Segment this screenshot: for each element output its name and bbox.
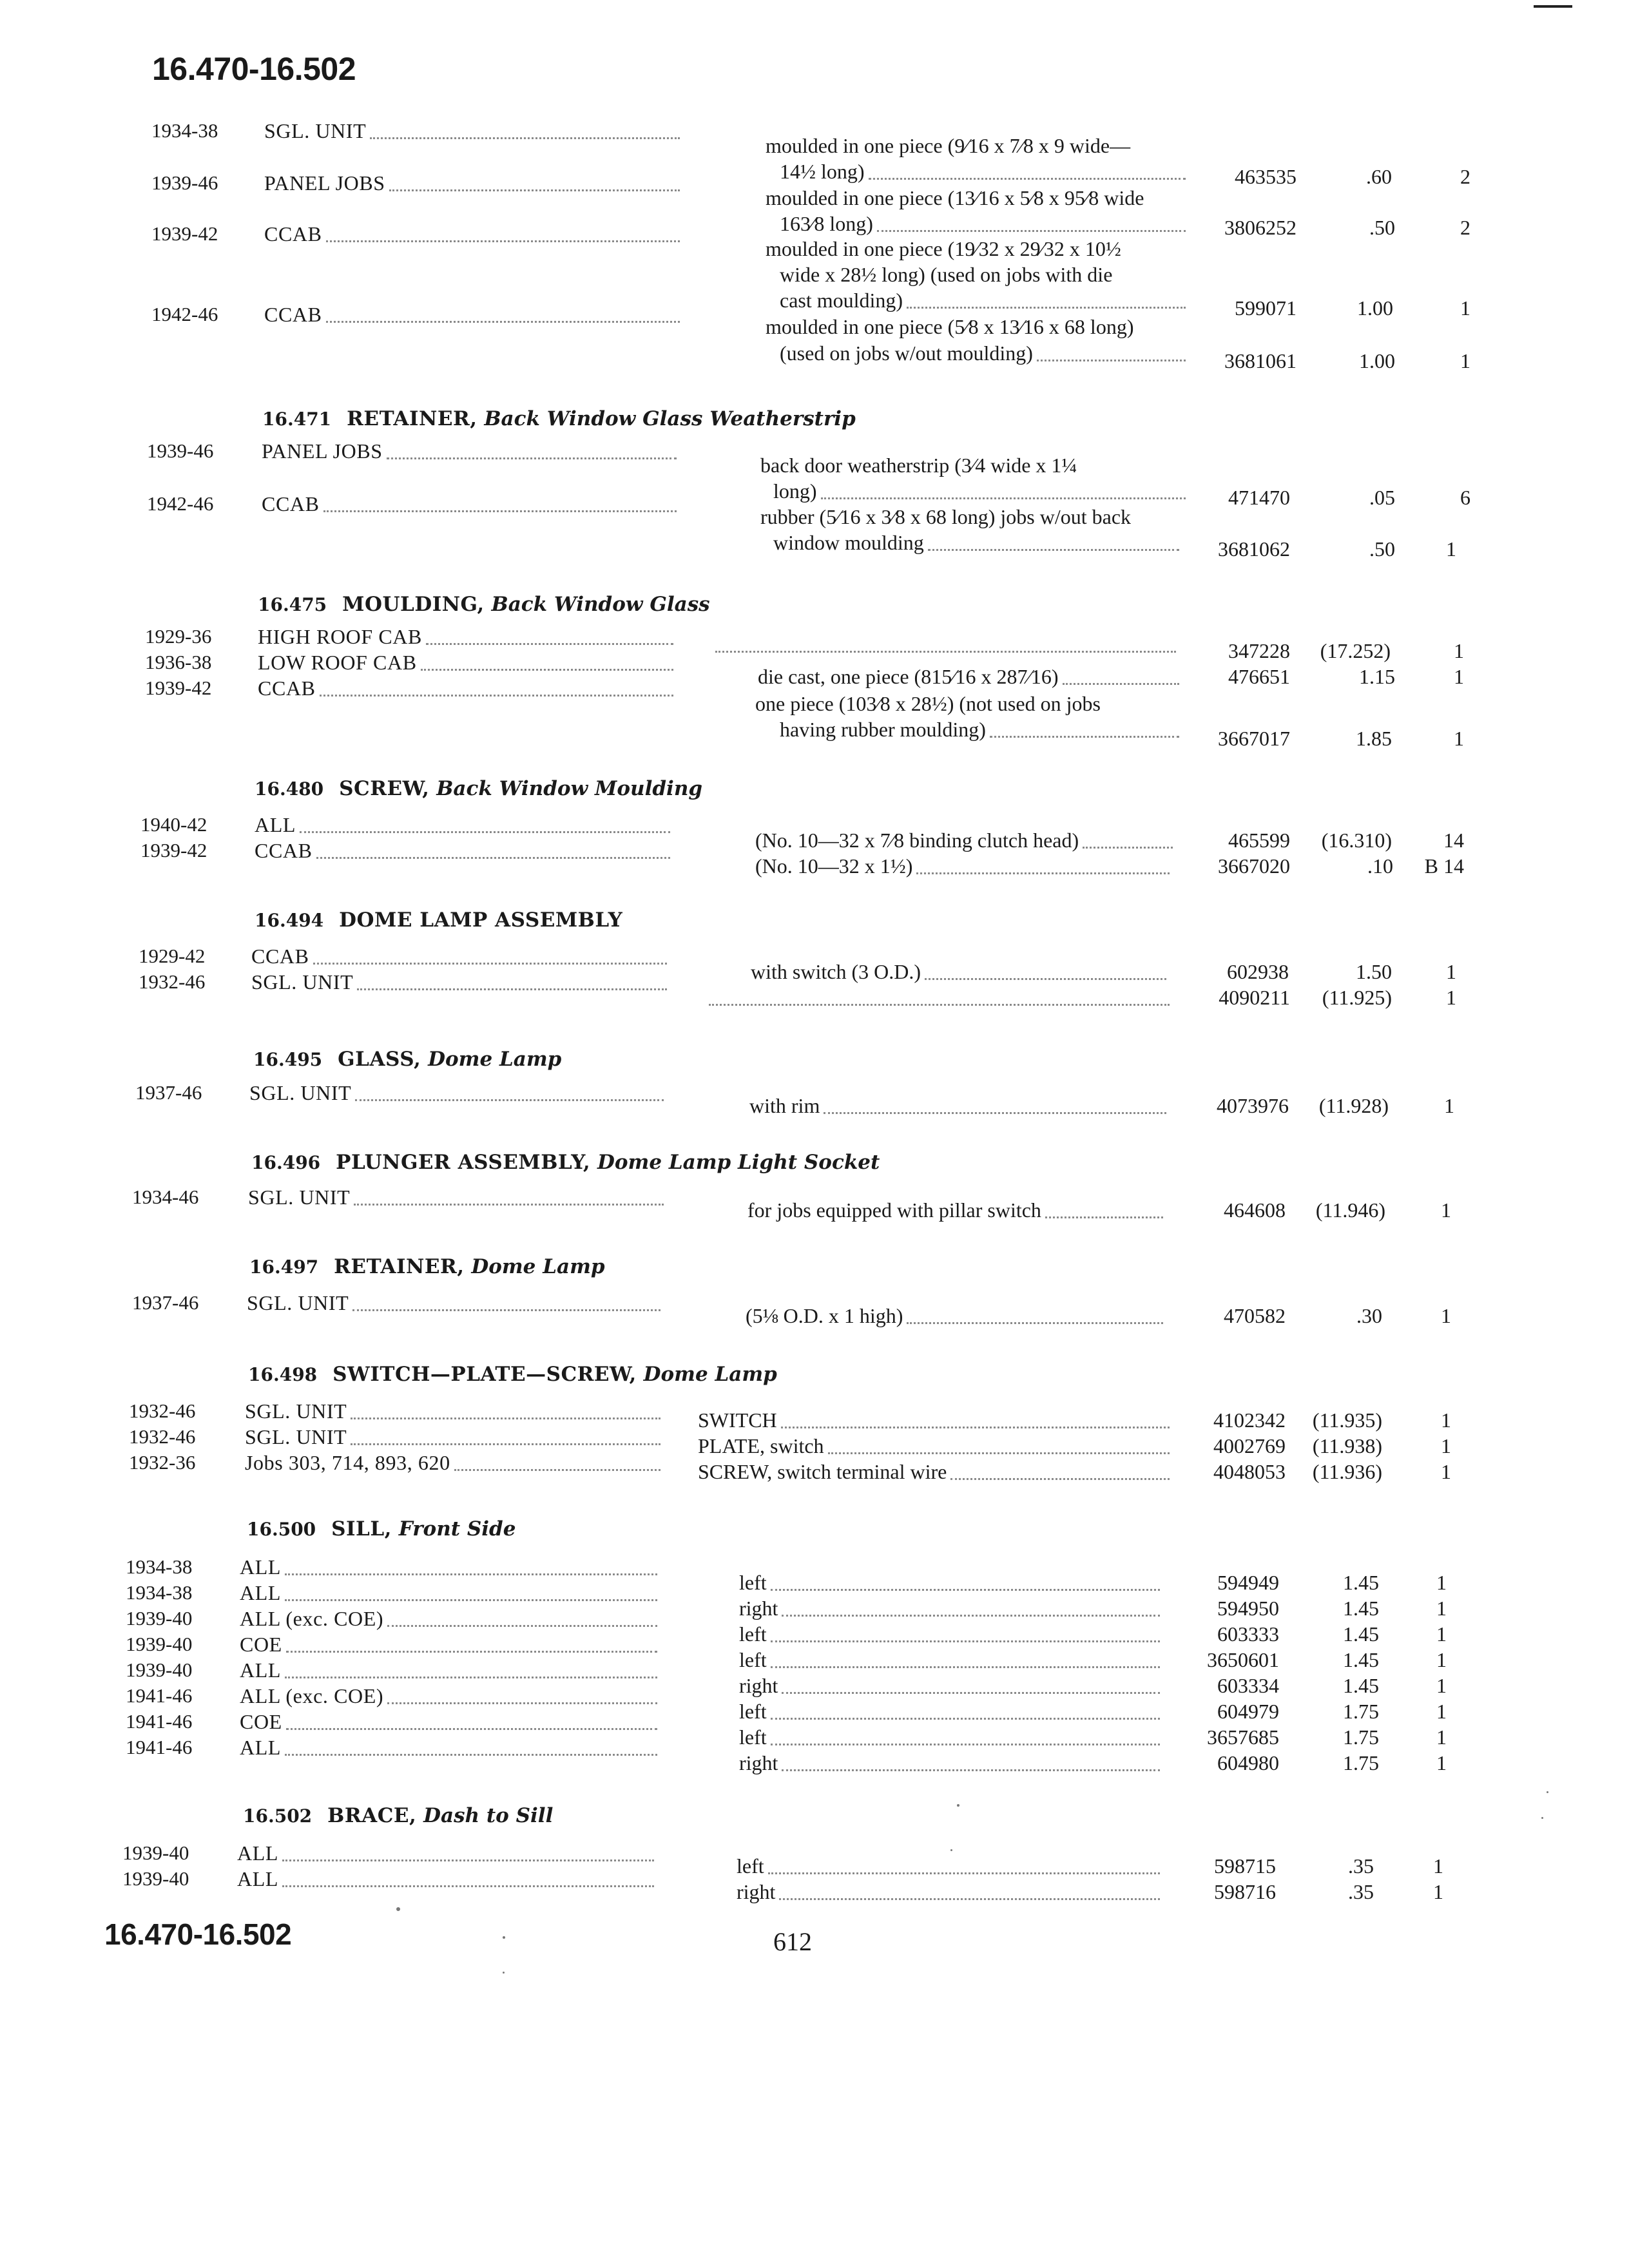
description: cast moulding)	[780, 289, 903, 312]
years: 1941-46	[126, 1684, 193, 1707]
part-number: 347228	[1228, 639, 1290, 662]
section-description: Front Side	[398, 1517, 516, 1541]
description: left	[739, 1700, 767, 1723]
dot-leader	[285, 1573, 657, 1575]
description: SCREW, switch terminal wire	[698, 1460, 947, 1483]
years: 1939-40	[126, 1607, 193, 1629]
years: 1932-46	[129, 1399, 196, 1422]
part-number: 476651	[1228, 665, 1290, 688]
part-number: 470582	[1224, 1304, 1286, 1327]
dot-leader	[824, 1112, 1166, 1114]
part-number: 3650601	[1207, 1648, 1279, 1671]
section-description: Dome Lamp	[643, 1363, 777, 1386]
running-head: 16.470-16.502	[152, 51, 356, 87]
section-heading	[255, 777, 702, 800]
quantity: 1	[1446, 537, 1456, 561]
section-name: SCREW,	[339, 777, 430, 800]
section-description: Dash to Sill	[423, 1804, 554, 1827]
price: (11.935)	[1312, 1408, 1382, 1432]
section-description: Back Window Glass	[491, 593, 710, 616]
section-number: 16.500	[247, 1519, 316, 1540]
section-description: Dome Lamp	[428, 1048, 562, 1071]
dot-leader	[828, 1452, 1170, 1454]
price: 1.75	[1343, 1700, 1379, 1723]
dot-leader	[925, 978, 1166, 980]
model: CCAB	[262, 492, 320, 515]
dot-leader	[352, 1309, 660, 1311]
model: ALL (exc. COE)	[240, 1684, 384, 1707]
price: .10	[1367, 854, 1393, 878]
description: left	[737, 1854, 764, 1878]
dot-leader	[389, 189, 680, 191]
dot-leader	[771, 1589, 1160, 1591]
price: 1.85	[1356, 727, 1392, 750]
quantity: 1	[1441, 1198, 1451, 1222]
section-number: 16.497	[249, 1256, 319, 1278]
model: COE	[240, 1633, 282, 1656]
description: right	[739, 1751, 778, 1774]
section-name: RETAINER,	[347, 407, 477, 430]
price: .50	[1369, 537, 1395, 561]
section-description: Back Window Moulding	[436, 777, 703, 800]
years: 1936-38	[145, 651, 212, 673]
section-description: Dome Lamp	[471, 1255, 605, 1278]
section-heading	[243, 1804, 553, 1827]
section-heading	[251, 1151, 880, 1174]
dot-leader	[779, 1898, 1160, 1900]
description: left	[739, 1648, 767, 1671]
part-number: 3667017	[1218, 727, 1290, 750]
description: SWITCH	[698, 1408, 777, 1432]
years: 1934-46	[132, 1186, 199, 1208]
section-name: MOULDING,	[342, 593, 485, 616]
years: 1939-40	[122, 1867, 189, 1890]
price: 1.45	[1343, 1571, 1379, 1594]
dot-leader	[928, 549, 1179, 551]
price: 1.15	[1359, 665, 1395, 688]
section-heading	[255, 908, 622, 932]
dot-leader	[771, 1744, 1160, 1745]
section-number: 16.480	[255, 778, 324, 800]
price: .35	[1348, 1880, 1374, 1903]
years: 1939-46	[151, 171, 218, 194]
part-number: 4002769	[1213, 1434, 1286, 1457]
dot-leader	[285, 1599, 657, 1601]
description: (No. 10—32 x 1½)	[755, 854, 913, 878]
dot-leader	[782, 1615, 1160, 1617]
quantity: 1	[1460, 296, 1470, 320]
years: 1939-40	[126, 1658, 193, 1681]
dot-leader	[316, 857, 670, 859]
part-number: 603333	[1217, 1622, 1279, 1646]
model: ALL	[240, 1736, 282, 1759]
years: 1934-38	[151, 119, 218, 142]
dot-leader	[326, 321, 680, 323]
years: 1929-42	[139, 945, 206, 967]
dot-leader	[426, 643, 673, 645]
price: 1.45	[1343, 1622, 1379, 1646]
dot-leader	[286, 1728, 657, 1730]
description: right	[739, 1674, 778, 1697]
years: 1939-42	[140, 839, 207, 861]
section-heading	[248, 1363, 777, 1386]
part-number: 604979	[1217, 1700, 1279, 1723]
dot-leader	[387, 1625, 657, 1627]
section-name: RETAINER,	[334, 1255, 465, 1278]
years: 1939-40	[126, 1633, 193, 1655]
quantity: 1	[1454, 639, 1464, 662]
section-description: Dome Lamp Light Socket	[597, 1151, 880, 1174]
dot-leader	[869, 178, 1186, 180]
description: 14½ long)	[780, 160, 865, 183]
part-number: 4102342	[1213, 1408, 1286, 1432]
quantity: B 14	[1424, 854, 1464, 878]
quantity: 1	[1441, 1434, 1451, 1457]
part-number: 4073976	[1217, 1094, 1289, 1117]
dot-leader	[285, 1754, 657, 1756]
price: 1.75	[1343, 1751, 1379, 1774]
dot-leader	[387, 1702, 657, 1704]
model: ALL (exc. COE)	[240, 1607, 384, 1630]
section-number: 16.494	[255, 910, 324, 931]
corner-rule	[1534, 5, 1572, 8]
description: right	[737, 1880, 776, 1903]
model: SGL. UNIT	[251, 970, 354, 994]
section-name: GLASS,	[338, 1048, 421, 1071]
part-number: 598715	[1214, 1854, 1276, 1878]
section-name: PLUNGER ASSEMBLY,	[336, 1151, 591, 1174]
print-speck	[396, 1907, 400, 1911]
price: 1.75	[1343, 1725, 1379, 1749]
dot-leader	[354, 1204, 664, 1206]
model: ALL	[240, 1658, 282, 1682]
description: back door weatherstrip (3⁄4 wide x 1¼	[760, 454, 1077, 477]
years: 1941-46	[126, 1736, 193, 1758]
part-number: 599071	[1235, 296, 1296, 320]
model: LOW ROOF CAB	[258, 651, 417, 674]
quantity: 1	[1436, 1725, 1447, 1749]
model: CCAB	[264, 222, 322, 245]
model: ALL	[240, 1581, 282, 1604]
dot-leader	[916, 872, 1170, 874]
quantity: 1	[1433, 1880, 1443, 1903]
description: left	[739, 1571, 767, 1594]
description: with rim	[749, 1094, 820, 1117]
section-name: SILL,	[331, 1517, 392, 1541]
print-speck	[503, 1972, 505, 1974]
dot-leader	[907, 1322, 1163, 1324]
description: window moulding	[773, 531, 924, 554]
section-heading	[253, 1048, 561, 1071]
price: (11.938)	[1312, 1434, 1382, 1457]
print-speck	[503, 1936, 505, 1939]
dot-leader	[1037, 360, 1186, 361]
part-number: 602938	[1227, 960, 1289, 983]
description: (5⅛ O.D. x 1 high)	[746, 1304, 903, 1327]
model: ALL	[237, 1867, 279, 1890]
section-number: 16.496	[251, 1152, 321, 1173]
part-number: 594950	[1217, 1597, 1279, 1620]
price: .30	[1356, 1304, 1382, 1327]
dot-leader	[300, 831, 670, 833]
description: left	[739, 1622, 767, 1646]
description: moulded in one piece (13⁄16 x 5⁄8 x 95⁄8 wide	[766, 186, 1144, 209]
model: SGL. UNIT	[249, 1081, 352, 1104]
part-number: 3681061	[1224, 349, 1296, 372]
quantity: 1	[1441, 1408, 1451, 1432]
years: 1939-42	[151, 222, 218, 245]
section-number: 16.475	[258, 594, 327, 615]
years: 1942-46	[147, 492, 214, 515]
quantity: 1	[1436, 1571, 1447, 1594]
model: ALL	[240, 1555, 282, 1579]
model: COE	[240, 1710, 282, 1733]
dot-leader	[326, 240, 680, 242]
dot-leader	[877, 230, 1186, 232]
quantity: 1	[1446, 960, 1456, 983]
model: ALL	[237, 1841, 279, 1865]
description: rubber (5⁄16 x 3⁄8 x 68 long) jobs w/out back	[760, 505, 1132, 528]
part-number: 3667020	[1218, 854, 1290, 878]
dot-leader	[286, 1651, 657, 1653]
quantity: 1	[1454, 665, 1464, 688]
price: .50	[1369, 216, 1395, 239]
dot-leader	[990, 736, 1179, 738]
description: with switch (3 O.D.)	[751, 960, 921, 983]
dot-leader	[320, 695, 673, 697]
quantity: 1	[1446, 986, 1456, 1009]
model: PANEL JOBS	[264, 171, 385, 195]
description: long)	[773, 479, 817, 503]
dot-leader	[782, 1769, 1160, 1771]
model: Jobs 303, 714, 893, 620	[245, 1451, 450, 1474]
section-heading	[258, 593, 710, 616]
running-foot: 16.470-16.502	[104, 1917, 292, 1951]
model: CCAB	[251, 945, 309, 968]
part-number: 4048053	[1213, 1460, 1286, 1483]
description: wide x 28½ long) (used on jobs with die	[780, 263, 1113, 286]
years: 1937-46	[132, 1291, 199, 1314]
part-number: 598716	[1214, 1880, 1276, 1903]
description: for jobs equipped with pillar switch	[747, 1198, 1041, 1222]
dot-leader	[771, 1666, 1160, 1668]
price: .05	[1369, 486, 1395, 509]
print-speck	[957, 1804, 959, 1807]
dot-leader	[768, 1872, 1160, 1874]
dot-leader	[370, 137, 680, 139]
price: 1.00	[1359, 349, 1395, 372]
quantity: 1	[1436, 1648, 1447, 1671]
years: 1929-36	[145, 625, 212, 648]
model: SGL. UNIT	[245, 1425, 347, 1448]
part-number: 471470	[1228, 486, 1290, 509]
dot-leader	[282, 1885, 654, 1887]
dot-leader	[387, 457, 677, 459]
price: 1.45	[1343, 1648, 1379, 1671]
price: 1.50	[1356, 960, 1392, 983]
dot-leader	[313, 963, 667, 965]
description: one piece (103⁄8 x 28½) (not used on jobs	[755, 692, 1101, 715]
years: 1932-46	[129, 1425, 196, 1448]
page-number: 612	[773, 1927, 812, 1956]
part-number: 464608	[1224, 1198, 1286, 1222]
quantity: 1	[1441, 1460, 1451, 1483]
section-name: DOME LAMP ASSEMBLY	[339, 908, 623, 932]
description: (No. 10—32 x 7⁄8 binding clutch head)	[755, 829, 1079, 852]
years: 1932-36	[129, 1451, 196, 1474]
dot-leader	[351, 1443, 660, 1445]
dot-leader	[351, 1418, 660, 1419]
description: PLATE, switch	[698, 1434, 824, 1457]
quantity: 1	[1444, 1094, 1454, 1117]
dot-leader	[771, 1718, 1160, 1720]
dot-leader	[355, 1099, 664, 1101]
price: 1.45	[1343, 1597, 1379, 1620]
print-speck	[1547, 1791, 1548, 1793]
description: moulded in one piece (9⁄16 x 7⁄8 x 9 wide—	[766, 134, 1131, 157]
dot-leader	[1045, 1216, 1163, 1218]
model: SGL. UNIT	[264, 119, 367, 142]
dot-leader	[323, 510, 677, 512]
years: 1941-46	[126, 1710, 193, 1733]
quantity: 2	[1460, 165, 1470, 188]
dot-leader	[1083, 847, 1173, 849]
dot-leader	[454, 1469, 660, 1471]
section-name: BRACE,	[327, 1804, 417, 1827]
price: .35	[1348, 1854, 1374, 1878]
quantity: 6	[1460, 486, 1470, 509]
part-number: 463535	[1235, 165, 1296, 188]
price: 1.00	[1357, 296, 1393, 320]
years: 1932-46	[139, 970, 206, 993]
model: CCAB	[258, 677, 316, 700]
model: SGL. UNIT	[247, 1291, 349, 1314]
years: 1939-42	[145, 677, 212, 699]
model: HIGH ROOF CAB	[258, 625, 422, 648]
years: 1934-38	[126, 1581, 193, 1604]
quantity: 1	[1436, 1751, 1447, 1774]
dot-leader	[285, 1677, 657, 1678]
dot-leader	[821, 497, 1186, 499]
price: (11.936)	[1312, 1460, 1382, 1483]
years: 1939-46	[147, 439, 214, 462]
dot-leader	[1063, 683, 1179, 685]
quantity: 1	[1454, 727, 1464, 750]
description: 163⁄8 long)	[780, 212, 873, 235]
part-number: 465599	[1228, 829, 1290, 852]
section-heading	[262, 407, 856, 430]
description: (used on jobs w/out moulding)	[780, 341, 1033, 365]
part-number: 4090211	[1219, 986, 1290, 1009]
quantity: 1	[1433, 1854, 1443, 1878]
dot-leader	[950, 1478, 1170, 1480]
quantity: 1	[1441, 1304, 1451, 1327]
quantity: 2	[1460, 216, 1470, 239]
dot-leader	[357, 988, 667, 990]
part-number: 603334	[1217, 1674, 1279, 1697]
section-heading	[249, 1255, 605, 1278]
section-name: SWITCH—PLATE—SCREW,	[333, 1363, 637, 1386]
price: (11.928)	[1318, 1094, 1389, 1117]
price: (16.310)	[1321, 829, 1392, 852]
model: CCAB	[255, 839, 313, 862]
section-heading	[247, 1517, 516, 1541]
print-speck	[1541, 1817, 1543, 1819]
quantity: 14	[1443, 829, 1464, 852]
years: 1942-46	[151, 303, 218, 325]
model: PANEL JOBS	[262, 439, 383, 463]
section-number: 16.498	[248, 1364, 318, 1385]
dot-leader	[771, 1640, 1160, 1642]
description: moulded in one piece (5⁄8 x 13⁄16 x 68 long)	[766, 315, 1134, 338]
section-number: 16.471	[262, 408, 332, 430]
part-number: 604980	[1217, 1751, 1279, 1774]
quantity: 1	[1436, 1700, 1447, 1723]
dot-leader	[781, 1427, 1170, 1428]
dot-leader	[421, 669, 673, 671]
quantity: 1	[1460, 349, 1470, 372]
quantity: 1	[1436, 1674, 1447, 1697]
dot-leader	[782, 1692, 1160, 1694]
description: die cast, one piece (815⁄16 x 287⁄16)	[758, 665, 1059, 688]
description: left	[739, 1725, 767, 1749]
part-number: 3657685	[1207, 1725, 1279, 1749]
years: 1937-46	[135, 1081, 202, 1104]
price: (17.252)	[1320, 639, 1391, 662]
dot-leader	[907, 307, 1186, 309]
section-number: 16.502	[243, 1805, 313, 1827]
quantity: 1	[1436, 1597, 1447, 1620]
quantity: 1	[1436, 1622, 1447, 1646]
years: 1934-38	[126, 1555, 193, 1578]
model: SGL. UNIT	[248, 1186, 351, 1209]
part-number: 594949	[1217, 1571, 1279, 1594]
print-speck	[950, 1849, 952, 1851]
description: moulded in one piece (19⁄32 x 29⁄32 x 10½	[766, 237, 1121, 260]
years: 1940-42	[140, 813, 207, 836]
part-number: 3681062	[1218, 537, 1290, 561]
section-description: Back Window Glass Weatherstrip	[484, 407, 856, 430]
years: 1939-40	[122, 1841, 189, 1864]
model: CCAB	[264, 303, 322, 326]
description: having rubber moulding)	[780, 718, 986, 741]
section-number: 16.495	[253, 1049, 323, 1070]
description: right	[739, 1597, 778, 1620]
price: (11.925)	[1322, 986, 1392, 1009]
model: SGL. UNIT	[245, 1399, 347, 1423]
part-number: 3806252	[1224, 216, 1296, 239]
price: 1.45	[1343, 1674, 1379, 1697]
price: .60	[1366, 165, 1392, 188]
dot-leader	[282, 1860, 654, 1861]
price: (11.946)	[1315, 1198, 1385, 1222]
model: ALL	[255, 813, 296, 836]
